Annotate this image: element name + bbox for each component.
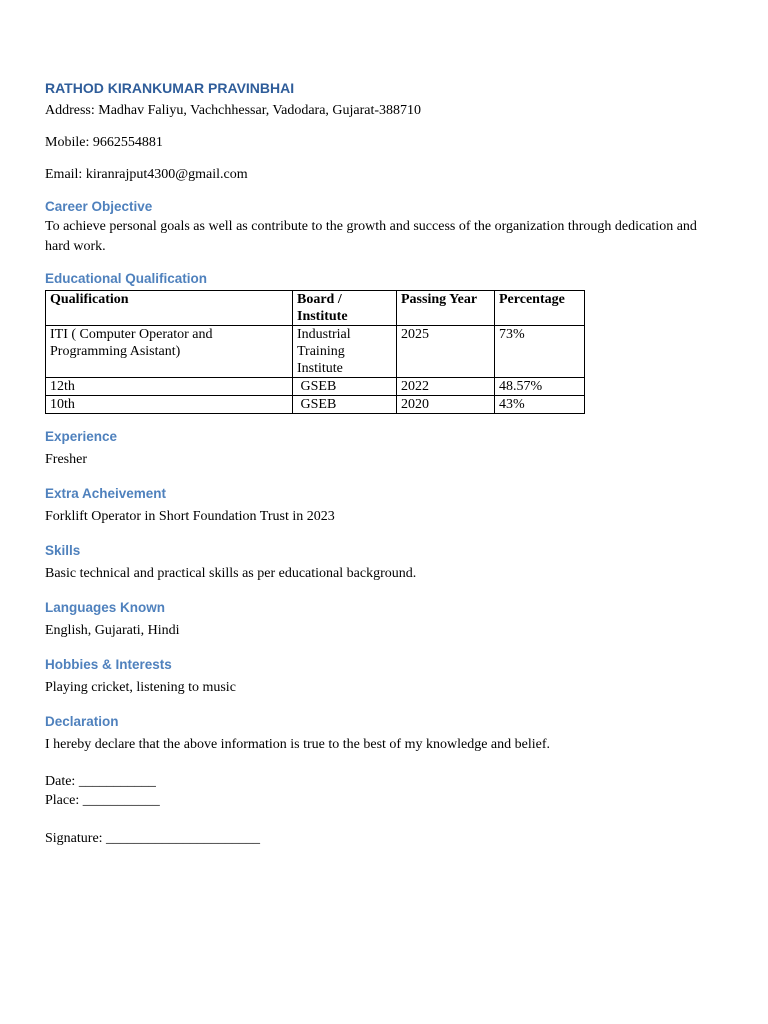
cell-qualification: 10th [46, 396, 293, 414]
cell-board: GSEB [293, 396, 397, 414]
cell-qualification: 12th [46, 378, 293, 396]
experience-heading: Experience [45, 429, 118, 444]
table-row [46, 378, 585, 396]
email-line: Email: kiranrajput4300@gmail.com [45, 167, 248, 182]
career-objective-section [45, 198, 725, 257]
cell-year: 2020 [397, 396, 495, 414]
skills-text: Basic technical and practical skills as per educational background. [45, 566, 417, 581]
cell-percentage: 43% [495, 396, 585, 414]
languages-text: English, Gujarati, Hindi [45, 623, 180, 638]
table-header-row [46, 291, 585, 326]
mobile-line: Mobile: 9662554881 [45, 135, 163, 150]
signature-line: Signature: ______________________ [45, 831, 261, 846]
extra-achievement-heading: Extra Acheivement [45, 486, 167, 501]
declaration-section [45, 713, 725, 848]
cell-percentage: 73% [495, 326, 585, 378]
sign-block [45, 772, 725, 848]
cell-year: 2025 [397, 326, 495, 378]
career-objective-text: To achieve personal goals as well as contribute to the growth and success of the organization through dedication and hard work. [45, 219, 697, 254]
skills-heading: Skills [45, 543, 81, 558]
date-line: Date: ___________ [45, 774, 156, 789]
header-year: Passing Year [397, 291, 495, 326]
hobbies-section [45, 656, 725, 698]
cell-qualification: ITI ( Computer Operator and Programming Asistant) [46, 326, 293, 378]
extra-achievement-text: Forklift Operator in Short Foundation Trust in 2023 [45, 509, 335, 524]
header-qualification: Qualification [46, 291, 293, 326]
experience-text: Fresher [45, 452, 87, 467]
table-row [46, 326, 585, 378]
candidate-name: RATHOD KIRANKUMAR PRAVINBHAI [45, 80, 295, 96]
languages-heading: Languages Known [45, 600, 166, 615]
extra-achievement-section [45, 485, 725, 527]
hobbies-text: Playing cricket, listening to music [45, 680, 236, 695]
address-line: Address: Madhav Faliyu, Vachchhessar, Vadodara, Gujarat-388710 [45, 103, 422, 118]
career-objective-heading: Career Objective [45, 199, 153, 214]
declaration-heading: Declaration [45, 714, 119, 729]
education-heading: Educational Qualification [45, 271, 208, 286]
table-row [46, 396, 585, 414]
place-line: Place: ___________ [45, 793, 160, 808]
education-section [45, 270, 725, 414]
header-percentage: Percentage [495, 291, 585, 326]
education-table [45, 290, 585, 414]
skills-section [45, 542, 725, 584]
resume-page [45, 79, 725, 848]
hobbies-heading: Hobbies & Interests [45, 657, 172, 672]
cell-board: GSEB [293, 378, 397, 396]
experience-section [45, 428, 725, 470]
languages-section [45, 599, 725, 641]
cell-percentage: 48.57% [495, 378, 585, 396]
header-board: Board / Institute [293, 291, 397, 326]
cell-board: Industrial Training Institute [293, 326, 397, 378]
declaration-text: I hereby declare that the above information is true to the best of my knowledge and belief. [45, 737, 550, 752]
cell-year: 2022 [397, 378, 495, 396]
